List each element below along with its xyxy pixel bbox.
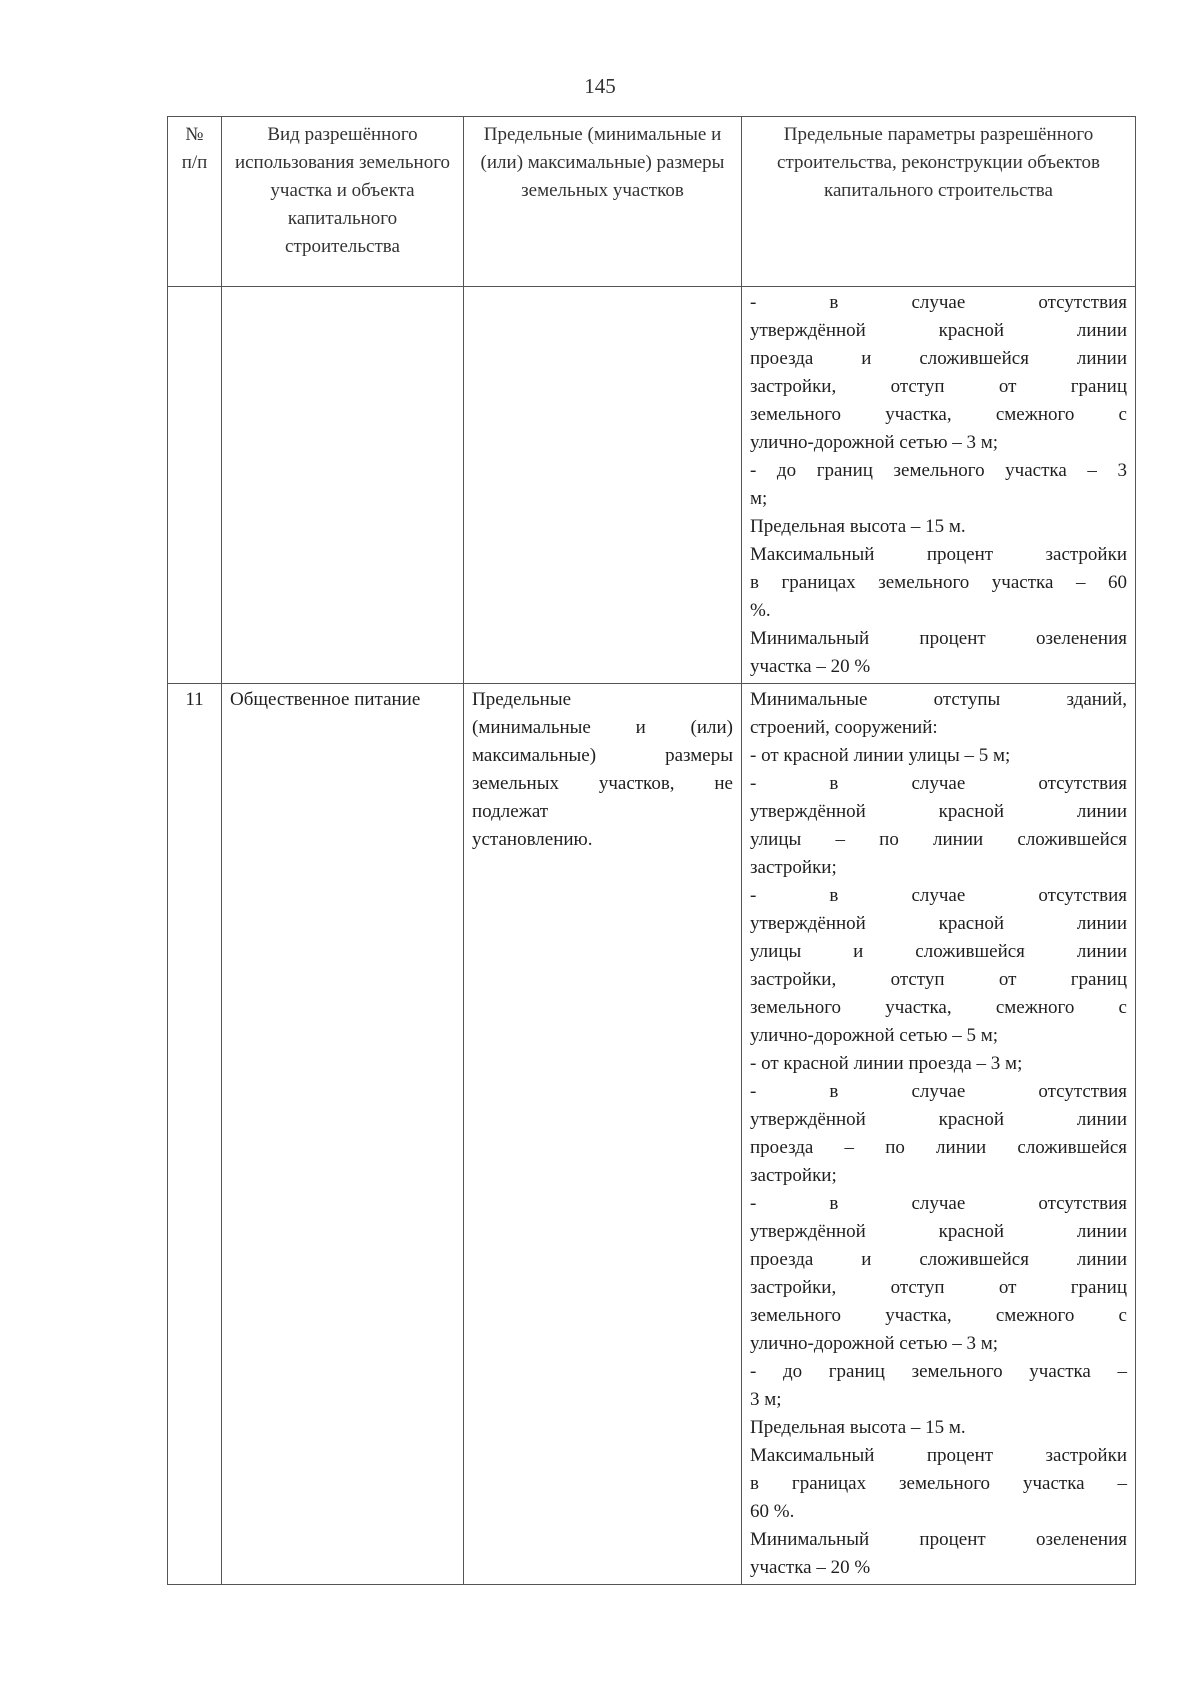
param-line: утверждённой красной линии [750,320,1127,341]
param-line: Предельная высота – 15 м. [750,516,966,537]
param-line: застройки; [750,1165,837,1186]
header-plot-size: Предельные (минимальные и (или) максимальные) размеры земельных участков [464,117,742,287]
param-line: застройки, отступ от границ [750,1277,1127,1298]
param-line: проезда и сложившейся линии [750,348,1127,369]
construction-params-cell [742,287,1136,684]
param-line: - от красной линии улицы – 5 м; [750,745,1011,766]
param-line: улицы – по линии сложившейся [750,829,1127,850]
plot-size-cell [464,287,742,684]
param-line: утверждённой красной линии [750,801,1127,822]
param-line: 3 м; [750,1389,782,1410]
param-line: улично-дорожной сетью – 3 м; [750,1333,999,1354]
header-permitted-use: Вид разрешённого использования земельного участка и объекта капитального строительства [222,117,464,287]
header-construction-params: Предельные параметры разрешённого строительства, реконструкции объектов капитального строительства [742,117,1136,287]
param-line: утверждённой красной линии [750,913,1127,934]
param-line: м; [750,488,768,509]
param-line: - в случае отсутствия [750,885,1127,906]
param-line: - от красной линии проезда – 3 м; [750,1053,1023,1074]
plot-size-line: максимальные) размеры [472,745,733,766]
plot-size-line: подлежат [472,801,549,822]
param-line: улично-дорожной сетью – 3 м; [750,432,999,453]
param-line: застройки; [750,857,837,878]
param-line: в границах земельного участка – [750,1473,1127,1494]
param-line: в границах земельного участка – 60 [750,572,1127,593]
row-number [168,287,222,684]
permitted-use-cell [222,287,464,684]
param-line: - до границ земельного участка – [750,1361,1127,1382]
param-line: утверждённой красной линии [750,1221,1127,1242]
regulations-table [167,116,1136,1585]
param-line: - в случае отсутствия [750,1081,1127,1102]
table-row [168,287,1136,684]
param-line: - в случае отсутствия [750,292,1127,313]
table-header-row [168,117,1136,287]
param-line: проезда и сложившейся линии [750,1249,1127,1270]
param-line: Максимальный процент застройки [750,544,1127,565]
param-line: застройки, отступ от границ [750,376,1127,397]
plot-size-line: земельных участков, не [472,773,733,794]
param-line: проезда – по линии сложившейся [750,1137,1127,1158]
param-line: Минимальный процент озеленения [750,628,1127,649]
table-row [168,684,1136,1585]
row-number: 11 [168,684,222,1585]
param-line: земельного участка, смежного с [750,997,1127,1018]
param-line: %. [750,600,771,621]
construction-params-cell [742,684,1136,1585]
param-line: участка – 20 % [750,1557,871,1578]
param-line: 60 %. [750,1501,795,1522]
plot-size-line: (минимальные и (или) [472,717,733,738]
param-line: Максимальный процент застройки [750,1445,1127,1466]
param-line: Минимальный процент озеленения [750,1529,1127,1550]
param-line: - в случае отсутствия [750,773,1127,794]
param-line: - до границ земельного участка – 3 [750,460,1127,481]
param-line: участка – 20 % [750,656,871,677]
param-line: земельного участка, смежного с [750,1305,1127,1326]
param-line: застройки, отступ от границ [750,969,1127,990]
param-line: улично-дорожной сетью – 5 м; [750,1025,999,1046]
param-line: Минимальные отступы зданий, [750,689,1127,710]
plot-size-cell [464,684,742,1585]
param-line: Предельная высота – 15 м. [750,1417,966,1438]
plot-size-line: Предельные [472,689,572,710]
param-line: строений, сооружений: [750,717,938,738]
permitted-use-cell: Общественное питание [222,684,464,1585]
param-line: утверждённой красной линии [750,1109,1127,1130]
plot-size-line: установлению. [472,829,593,850]
param-line: земельного участка, смежного с [750,404,1127,425]
param-line: - в случае отсутствия [750,1193,1127,1214]
param-line: улицы и сложившейся линии [750,941,1127,962]
header-number: № п/п [168,117,222,287]
page-number: 145 [584,74,616,98]
